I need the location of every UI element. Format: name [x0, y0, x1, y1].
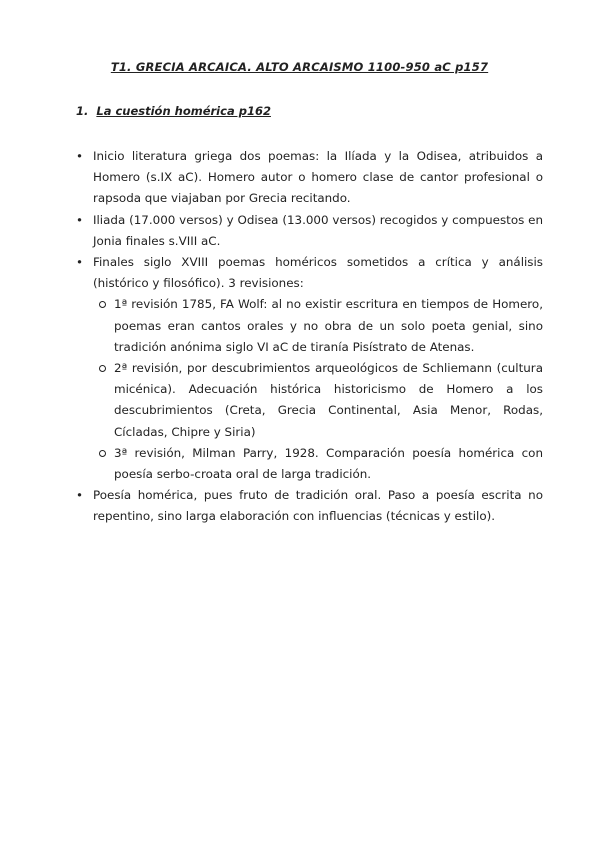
document-title: T1. GRECIA ARCAICA. ALTO ARCAISMO 1100-950 aC p157 [110, 60, 489, 74]
list-item-text: Finales siglo XVIII poemas homéricos sometidos a crítica y análisis (histórico y filosófico). 3 revisiones: [93, 255, 543, 291]
list-item: • Inicio literatura griega dos poemas: la Ilíada y la Odisea, atribuidos a Homero (s.IX aC). Homero autor o homero clase de cantor profesional o rapsoda que viajaban por Grecia recitando. [93, 146, 543, 210]
list-item [93, 252, 543, 485]
section-number: 1. [76, 104, 89, 118]
section-heading [76, 104, 271, 118]
sub-list [93, 294, 543, 485]
bullet-list [93, 146, 543, 528]
list-item: • Poesía homérica, pues fruto de tradición oral. Paso a poesía escrita no repentino, sino larga elaboración con influencias (técnicas y estilo). [93, 485, 543, 527]
sub-list-item: 2ª revisión, por descubrimientos arqueológicos de Schliemann (cultura micénica). Adecuación histórica historicismo de Homero a los descubrimientos (Creta, Grecia Continental, Asia Menor, Rodas, Cícladas, Chipre y Siria) [114, 358, 543, 443]
sub-list-item: 1ª revisión 1785, FA Wolf: al no existir escritura en tiempos de Homero, poemas eran cantos orales y no obra de un solo poeta genial, sino tradición anónima siglo VI aC de tiranía Pisístrato de Atenas. [114, 294, 543, 358]
list-item: • Iliada (17.000 versos) y Odisea (13.000 versos) recogidos y compuestos en Jonia finales s.VIII aC. [93, 210, 543, 252]
section-title: La cuestión homérica p162 [96, 104, 271, 118]
sub-list-item: 3ª revisión, Milman Parry, 1928. Comparación poesía homérica con poesía serbo-croata oral de larga tradición. [114, 443, 543, 485]
